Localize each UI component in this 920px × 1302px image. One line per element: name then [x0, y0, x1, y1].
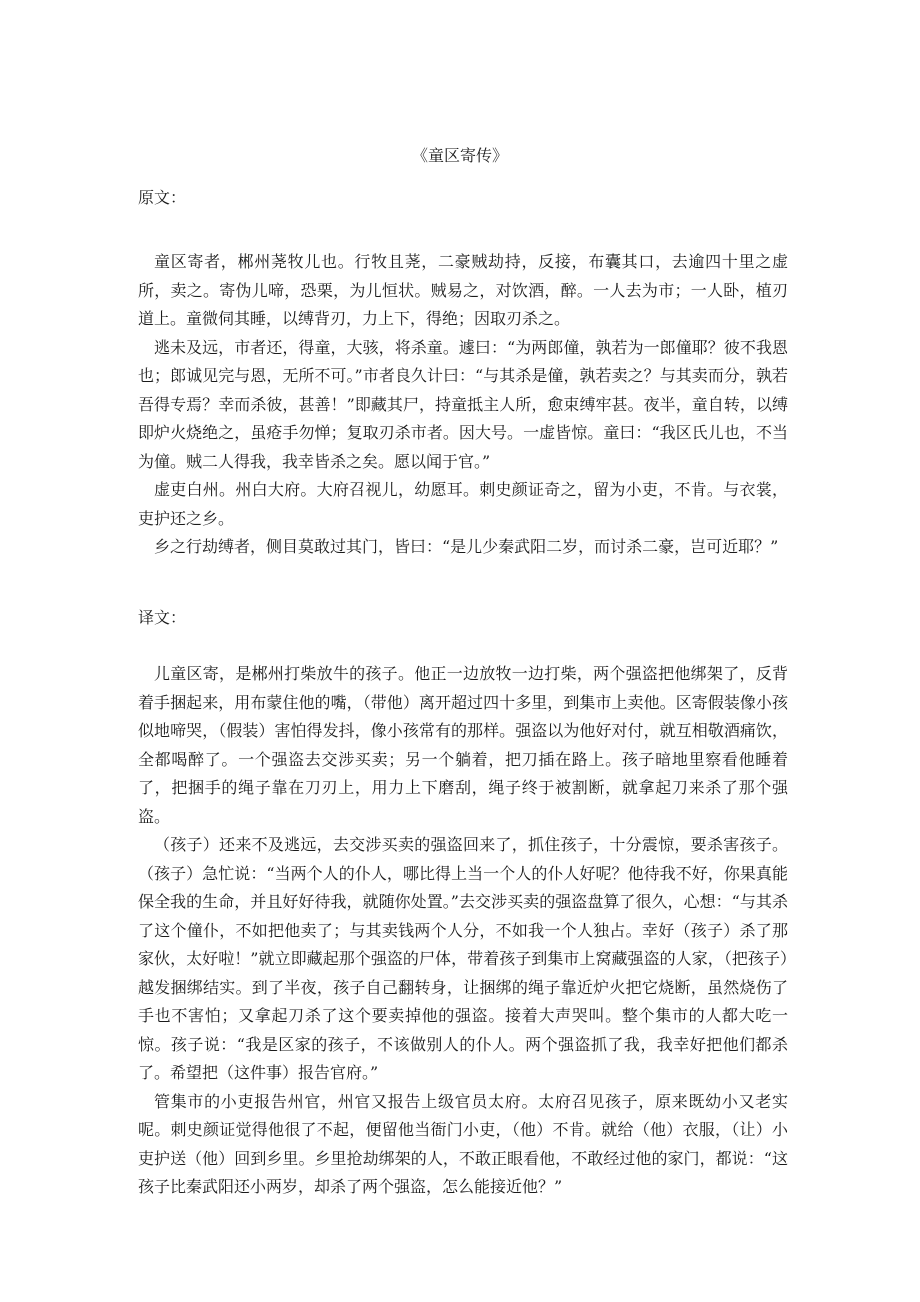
document-title: 《童区寄传》	[411, 146, 508, 165]
original-paragraph: 虚吏白州。州白大府。大府召视儿，幼愿耳。刺史颜证奇之，留为小吏，不肯。与衣裳，吏护还之乡。	[138, 480, 788, 528]
translation-body	[138, 660, 788, 1202]
original-paragraph: 乡之行劫缚者，侧目莫敢过其门，皆曰：“是儿少秦武阳二岁，而讨杀二豪，岂可近耶？”	[154, 537, 779, 556]
original-text-body	[138, 248, 788, 562]
original-text-label: 原文：	[138, 188, 187, 207]
original-paragraph: 童区寄者，郴州荛牧儿也。行牧且荛，二豪贼劫持，反接，布囊其口，去逾四十里之虚所，卖之。寄伪儿啼，恐栗，为儿恒状。贼易之，对饮酒，醉。一人去为市；一人卧，植刃道上。童微伺其睡，以缚背刃，力上下，得绝；因取刃杀之。	[138, 252, 788, 328]
translation-label: 译文：	[138, 608, 187, 627]
translation-paragraph: 管集市的小吏报告州官，州官又报告上级官员太府。太府召见孩子，原来既幼小又老实呢。刺史颜证觉得他很了不起，便留他当衙门小吏，（他）不肯。就给（他）衣服，（让）小吏护送（他）回到乡里。乡里抢劫绑架的人，不敢正眼看他，不敢经过他的家门，都说：“这孩子比秦武阳还小两岁，却杀了两个强盗，怎么能接近他？”	[138, 1091, 788, 1196]
translation-paragraph: 儿童区寄，是郴州打柴放牛的孩子。他正一边放牧一边打柴，两个强盗把他绑架了，反背着手捆起来，用布蒙住他的嘴，（带他）离开超过四十多里，到集市上卖他。区寄假装像小孩似地啼哭，（假装）害怕得发抖，像小孩常有的那样。强盗以为他好对付，就互相敬酒痛饮，全都喝醉了。一个强盗去交涉买卖；另一个躺着，把刀插在路上。孩子暗地里察看他睡着了，把捆手的绳子靠在刀刃上，用力上下磨刮，绳子终于被割断，就拿起刀来杀了那个强盗。	[138, 664, 788, 826]
translation-paragraph: （孩子）还来不及逃远，去交涉买卖的强盗回来了，抓住孩子，十分震惊，要杀害孩子。（孩子）急忙说：“当两个人的仆人，哪比得上当一个人的仆人好呢？他待我不好，你果真能保全我的生命，并且好好待我，就随你处置。”去交涉买卖的强盗盘算了很久，心想：“与其杀了这个僮仆，不如把他卖了；与其卖钱两个人分，不如我一个人独占。幸好（孩子）杀了那家伙，太好啦！”就立即藏起那个强盗的尸体，带着孩子到集市上窝藏强盗的人家，（把孩子）越发捆绑结实。到了半夜，孩子自己翻转身，让捆绑的绳子靠近炉火把它烧断，虽然烧伤了手也不害怕；又拿起刀杀了这个要卖掉他的强盗。接着大声哭叫。整个集市的人都大吃一惊。孩子说：“我是区家的孩子，不该做别人的仆人。两个强盗抓了我，我幸好把他们都杀了。希望把（这件事）报告官府。”	[138, 835, 788, 1082]
original-paragraph: 逃未及远，市者还，得童，大骇，将杀童。遽曰：“为两郎僮，孰若为一郎僮耶？彼不我恩也；郎诚见完与恩，无所不可。”市者良久计曰：“与其杀是僮，孰若卖之？与其卖而分，孰若吾得专焉？幸而杀彼，甚善！”即藏其尸，持童抵主人所，愈束缚牢甚。夜半，童自转，以缚即炉火烧绝之，虽疮手勿惮；复取刃杀市者。因大号。一虚皆惊。童曰：“我区氏儿也，不当为僮。贼二人得我，我幸皆杀之矣。愿以闻于官。”	[138, 337, 788, 471]
